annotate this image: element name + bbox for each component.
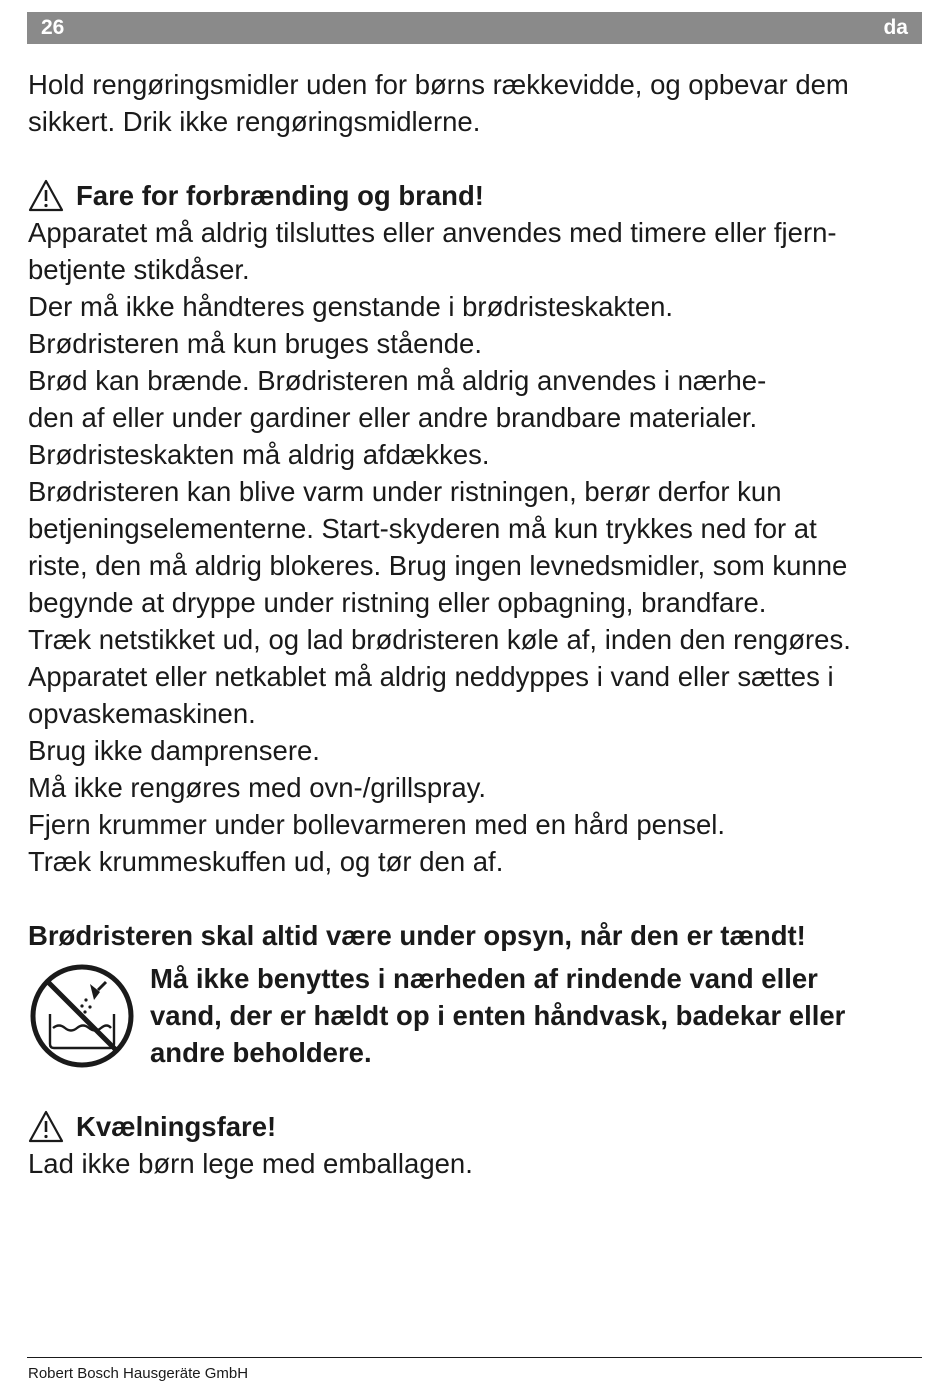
footer-company: Robert Bosch Hausgeräte GmbH <box>28 1365 249 1382</box>
burn-line: Træk krummeskuffen ud, og tør den af. <box>28 846 504 877</box>
page-number: 26 <box>41 16 65 39</box>
burn-line: Fjern krummer under bollevarmeren med en hård pensel. <box>28 809 725 840</box>
burn-line: Brug ikke damprensere. <box>28 735 320 766</box>
suffocation-line: Lad ikke børn lege med emballagen. <box>28 1148 473 1179</box>
burn-heading <box>28 177 928 214</box>
water-warning <box>28 960 928 1071</box>
burn-line: Må ikke rengøres med ovn-/grillspray. <box>28 772 486 803</box>
water-warning-line: andre beholdere. <box>150 1037 372 1068</box>
intro-line: sikkert. Drik ikke rengøringsmidlerne. <box>28 106 481 137</box>
water-warning-line: vand, der er hældt op i enten håndvask, badekar eller <box>150 1000 846 1031</box>
burn-line: Der må ikke håndteres genstande i brødristeskakten. <box>28 291 674 322</box>
burn-line: Træk netstikket ud, og lad brødristeren køle af, inden den rengøres. <box>28 624 851 655</box>
suffocation-heading-text: Kvælningsfare! <box>76 1111 277 1142</box>
burn-line: Apparatet eller netkablet må aldrig neddyppes i vand eller sættes i <box>28 661 834 692</box>
burn-line: betjeningselementerne. Start-skyderen må kun trykkes ned for at <box>28 513 817 544</box>
burn-line: Brødristeren må kun bruges stående. <box>28 328 482 359</box>
footer-divider <box>27 1357 922 1358</box>
burn-line: betjente stikdåser. <box>28 254 250 285</box>
burn-line: riste, den må aldrig blokeres. Brug ingen levnedsmidler, som kunne <box>28 550 848 581</box>
warning-triangle-icon <box>28 1110 64 1144</box>
supervision-notice: Brødristeren skal altid være under opsyn, når den er tændt! <box>28 920 806 951</box>
burn-line: Brødristeskakten må aldrig afdækkes. <box>28 439 490 470</box>
burn-line: den af eller under gardiner eller andre brandbare materialer. <box>28 402 758 433</box>
page-content <box>28 66 928 1182</box>
suffocation-heading <box>28 1108 928 1145</box>
burn-line: opvaskemaskinen. <box>28 698 256 729</box>
warning-triangle-icon <box>28 179 64 213</box>
burn-line: Apparatet må aldrig tilsluttes eller anvendes med timere eller fjern- <box>28 217 837 248</box>
intro-line: Hold rengøringsmidler uden for børns rækkevidde, og opbevar dem <box>28 69 849 100</box>
water-warning-text <box>150 960 845 1071</box>
burn-line: Brødristeren kan blive varm under ristningen, berør derfor kun <box>28 476 782 507</box>
no-water-icon <box>28 962 136 1070</box>
water-warning-line: Må ikke benyttes i nærheden af rindende vand eller <box>150 963 818 994</box>
burn-heading-text: Fare for forbrænding og brand! <box>76 180 484 211</box>
burn-line: Brød kan brænde. Brødristeren må aldrig anvendes i nærhe- <box>28 365 767 396</box>
language-code: da <box>883 16 908 39</box>
burn-line: begynde at dryppe under ristning eller opbagning, brandfare. <box>28 587 767 618</box>
page-header <box>27 12 922 44</box>
